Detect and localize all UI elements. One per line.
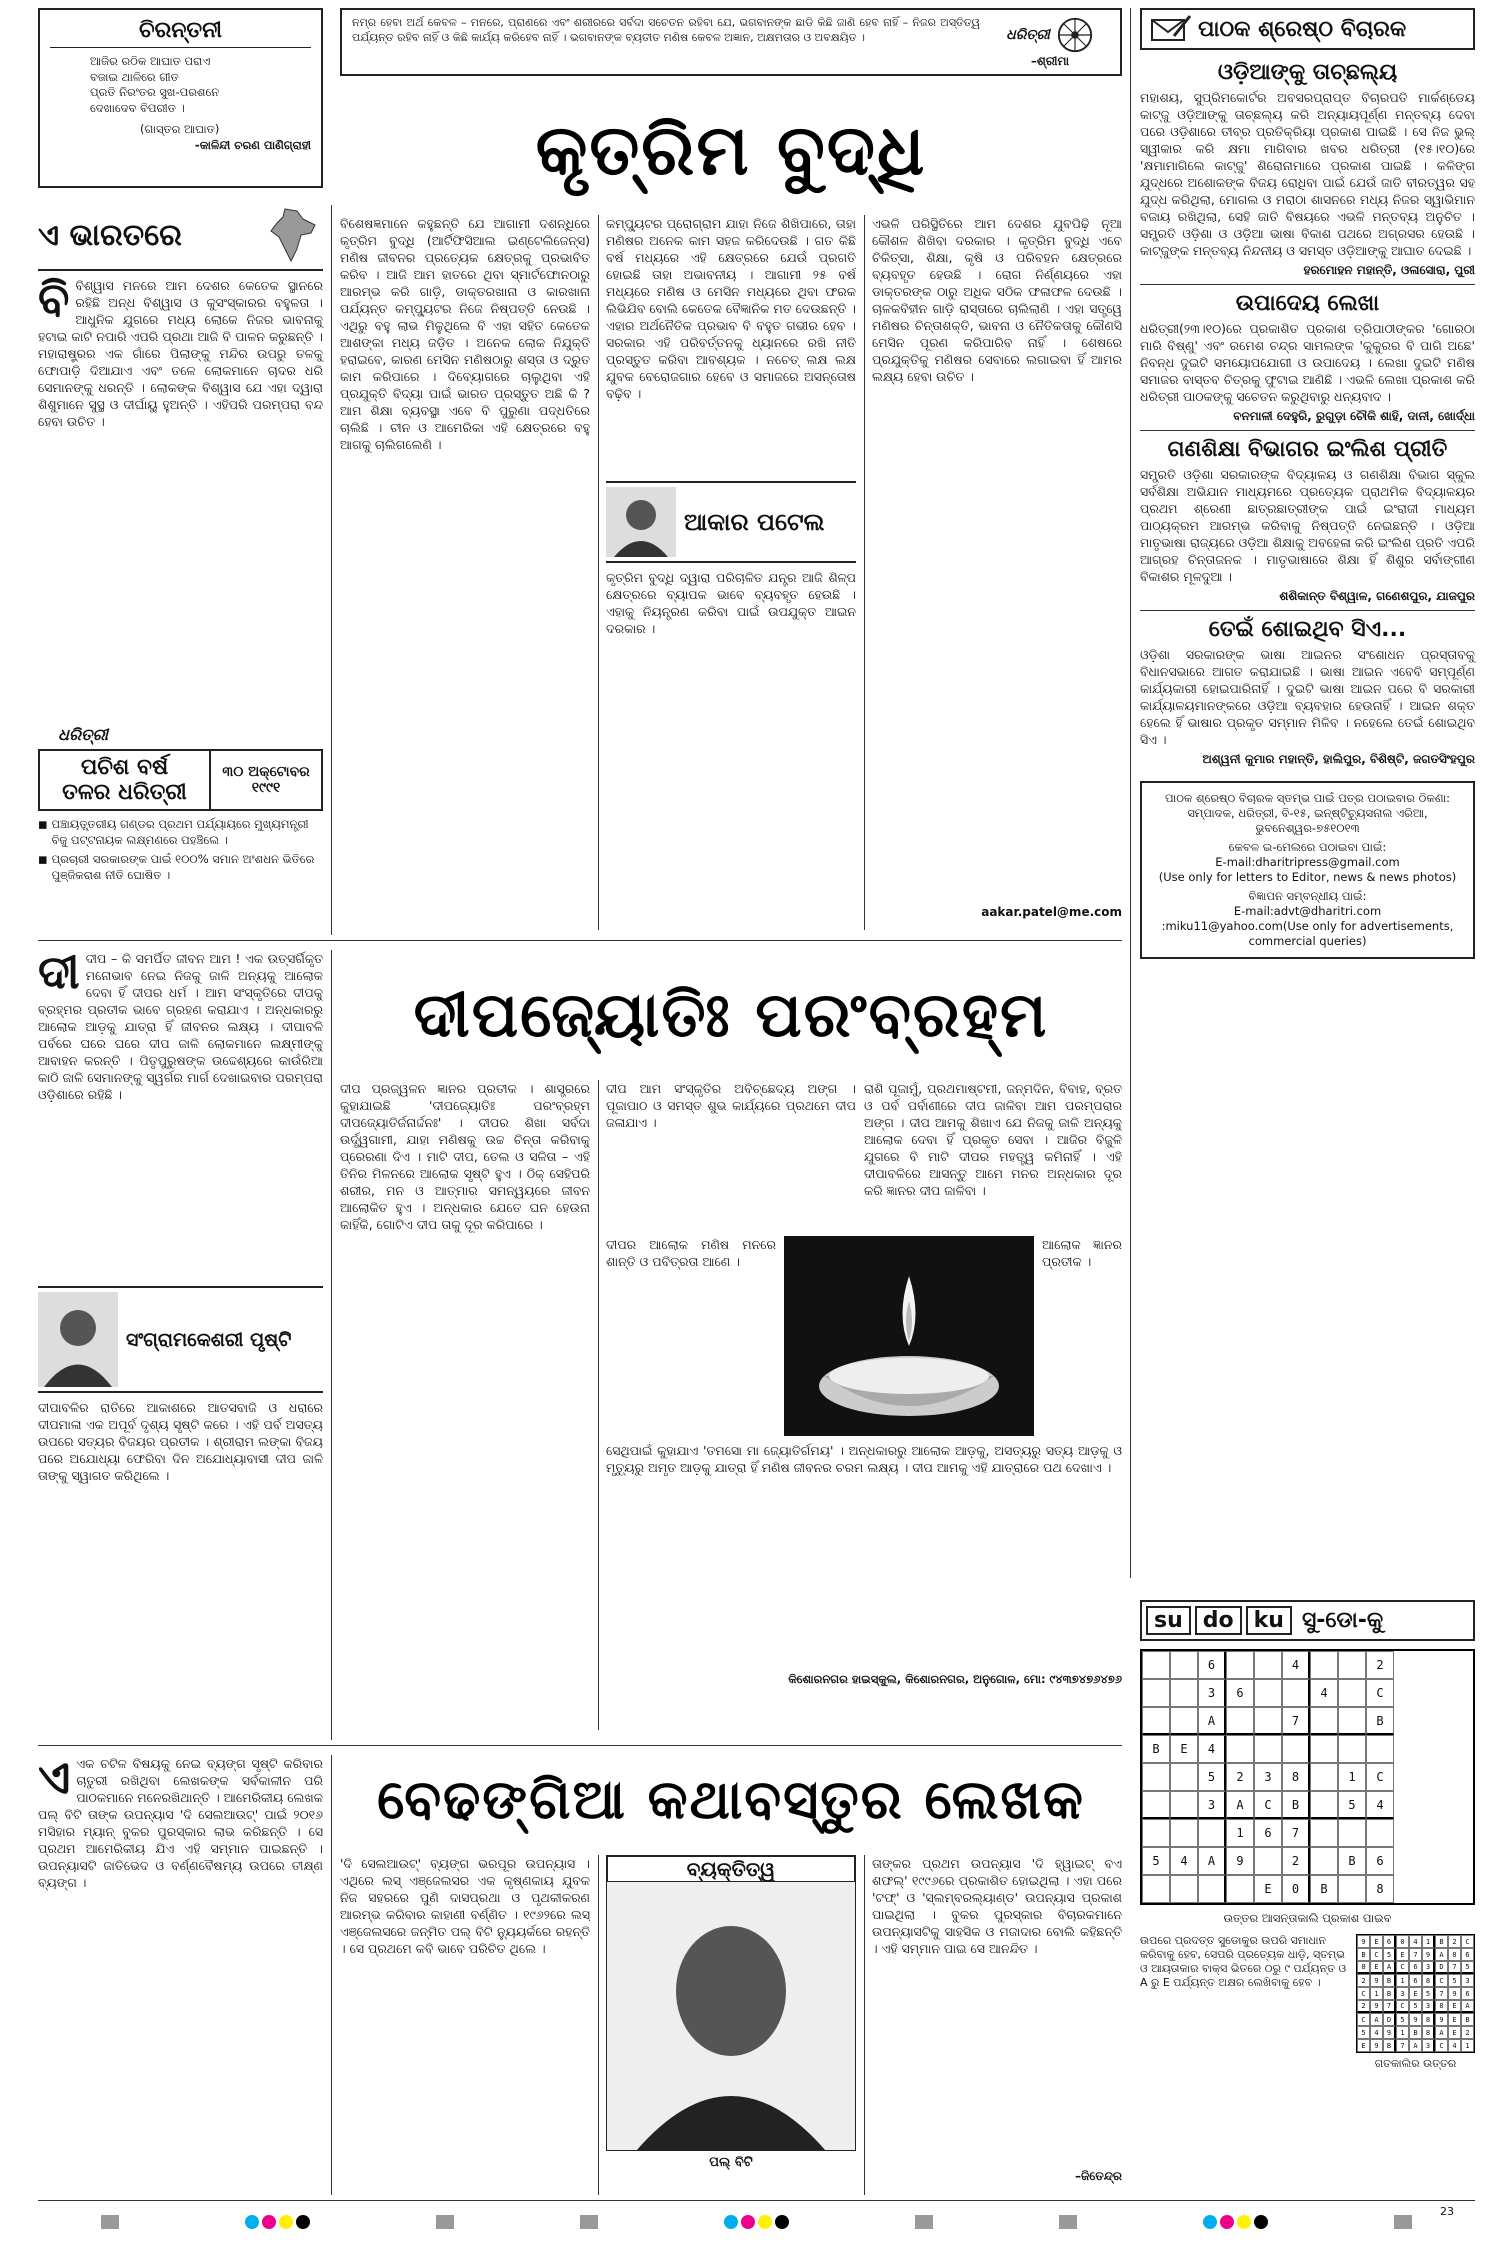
krutrim-author: ଆକାର ପଟେଲ	[684, 508, 825, 536]
sudoku-answer-cell: 6	[1461, 1948, 1474, 1961]
author-block	[606, 481, 856, 563]
paul-beatty-portrait-image	[606, 1881, 856, 2151]
a-bharat-title: ଏ ଭାରତରେ	[38, 217, 182, 253]
a-bharat-body: ବିଶ୍ୱାସ ମନରେ ଆମ ଦେଶର କେତେକ ସ୍ଥାନରେ ରହିଛି ଅନ୍ଧ ବିଶ୍ୱାସ ଓ କୁସଂସ୍କାରର ବହୁଳତା । ଆଧୁନିକ ଯୁଗରେ ମଧ୍ୟ ଲୋକେ ନିଜର ଭାବନାକୁ ହଟାଇ କାଟି ନପାରି ଏପରି ପ୍ରଥା ଆଜି ବି ପାଳନ କରୁଛନ୍ତି । ମହାରାଷ୍ଟ୍ରର ଏକ ଗାଁରେ ପିଲାଙ୍କୁ ମନ୍ଦିର ଉପରୁ ତଳକୁ ଫୋପାଡ଼ି ଦିଆଯାଏ ଏବଂ ତଳେ ଲୋକମାନେ ଚାଦର ଧରି ସେମାନଙ୍କୁ ଧରନ୍ତି । ଲୋକଙ୍କ ବିଶ୍ୱାସ ଯେ ଏହା ଦ୍ୱାରା ଶିଶୁମାନେ ସୁସ୍ଥ ଓ ଦୀର୍ଘାୟୁ ହୁଅନ୍ତି । ଏହିପରି ପରମ୍ପରା ବନ୍ଦ ହେବା ଉଚିତ ।	[38, 278, 323, 429]
sudoku-cell[interactable]	[1338, 1679, 1366, 1707]
sudoku-cell[interactable]	[1170, 1679, 1198, 1707]
yellow-swatch	[758, 2215, 772, 2229]
sudoku-answer-cell: 2	[1461, 2026, 1474, 2039]
sudoku-cell[interactable]: 4	[1366, 1791, 1394, 1819]
contact-intro: ପାଠକ ଶ୍ରେଷ୍ଠ ବିଚାରକ ସ୍ତମ୍ଭ ପାଇଁ ପତ୍ର ପଠାଇବାର ଠିକଣା: ସମ୍ପାଦକ, ଧରିତ୍ରୀ, ବି-୧୫, ଇନ୍‌ଷ୍ଟିଚ୍ୟୁସନାଲ ଏରିଆ, ଭୁବନେଶ୍ୱର-୭୫୧୦୧୩	[1164, 791, 1451, 835]
gray-swatch	[436, 2215, 454, 2229]
sudoku-answer-cell: 1	[1396, 1974, 1409, 1987]
sudoku-answer-cell: 9	[1383, 2026, 1396, 2039]
sudoku-cell[interactable]	[1282, 1679, 1310, 1707]
sudoku-answer-cell: E	[1448, 2013, 1461, 2026]
sudoku-cell[interactable]	[1142, 1875, 1170, 1903]
top-quote-text: ନମ୍ର ହେବା ଅର୍ଥ କେବଳ – ମନରେ, ପ୍ରାଣରେ ଏବଂ ଶରୀରରେ ସର୍ବଦା ସଚେତନ ରହିବା ଯେ, ଭଗବାନଙ୍କ ଛାଡି କିଛି ଜାଣି ହେବ ନାହିଁ – ନିଜର ଅସ୍ତିତ୍ୱ ପର୍ଯ୍ୟନ୍ତ ରହିବ ନାହିଁ ଓ କିଛି କାର୍ଯ୍ୟ କରିହେବ ନାହିଁ । ଭଗବାନଙ୍କ ବ୍ୟତୀତ ମଣିଷ କେବଳ ଅଜ୍ଞାନ, ଅକ୍ଷମତାର ଓ ଅବକ୍ଷୟିତ ।	[352, 16, 980, 44]
sudoku-answer-cell: E	[1370, 1935, 1383, 1948]
deepa-col-2: ଦୀପ ପ୍ରଜ୍ୱଳନ ଜ୍ଞାନର ପ୍ରତୀକ । ଶାସ୍ତ୍ରରେ କୁହାଯାଇଛି 'ଦୀପଜ୍ୟୋତିଃ ପରଂବ୍ରହ୍ମ ଦୀପଜ୍ୟୋତିର୍ଜନାର୍ଦ୍ଦନଃ' । ଦୀପର ଶିଖା ସର୍ବଦା ଉର୍ଦ୍ଧ୍ୱଗାମୀ, ଯାହା ମଣିଷକୁ ଉଚ୍ଚ ଚିନ୍ତା କରିବାକୁ ପ୍ରେରଣା ଦିଏ । ମାଟି ଦୀପ, ତେଲ ଓ ସଳିତା – ଏହି ତିନିର ମିଳନରେ ଆଲୋକ ସୃଷ୍ଟି ହୁଏ । ଠିକ୍ ସେହିପରି ଶରୀର, ମନ ଓ ଆତ୍ମାର ସମନ୍ୱୟରେ ଜୀବନ ଆଲୋକିତ ହୁଏ । ଅନ୍ଧକାର ଯେତେ ଘନ ହେଉନା କାହିଁକି, ଗୋଟିଏ ଦୀପ ତାକୁ ଦୂର କରିପାରେ ।	[340, 1081, 590, 1232]
sudoku-cell[interactable]	[1170, 1651, 1198, 1679]
sudoku-answer-cell: E	[1448, 2000, 1461, 2013]
sudoku-cell[interactable]: B	[1338, 1847, 1366, 1875]
sudoku-answer-cell: B	[1435, 1935, 1448, 1948]
sudoku-cell[interactable]: 8	[1366, 1875, 1394, 1903]
sudoku-answer-cell: 7	[1383, 2000, 1396, 2013]
letter-4-author: ଅଶ୍ୱନୀ କୁମାର ମହାନ୍ତି, ହାଲିପୁର, ବିଶିଷ୍ଟି, ଜଗତସିଂହପୁର	[1202, 752, 1475, 766]
krutrim-email: aakar.patel@me.com	[981, 905, 1122, 919]
sudoku-answer-cell: 1	[1396, 2026, 1409, 2039]
sudoku-answer-cell: C	[1357, 1987, 1370, 2000]
sudoku-answer-cell: 8	[1448, 1948, 1461, 1961]
sudoku-answer-cell: B	[1383, 1987, 1396, 2000]
yellow-swatch	[279, 2215, 293, 2229]
sudoku-answer-cell: 7	[1448, 1961, 1461, 1974]
krutrim-col-1: ବିଶେଷଜ୍ଞମାନେ କହୁଛନ୍ତି ଯେ ଆଗାମୀ ଦଶନ୍ଧିରେ କୃତ୍ରିମ ବୁଦ୍ଧି (ଆର୍ଟିଫିସିଆଲ ଇଣ୍ଟେଲିଜେନ୍ସ) ମଣିଷ ଜୀବନର ପ୍ରତ୍ୟେକ କ୍ଷେତ୍ରକୁ ପ୍ରଭାବିତ କରିବ । ଆଜି ଆମ ହାତରେ ଥିବା ସ୍ମାର୍ଟଫୋନଠାରୁ ଆରମ୍ଭ କରି ଗାଡ଼ି, ଡାକ୍ତରଖାନା ଓ କାରଖାନା ପର୍ଯ୍ୟନ୍ତ କମ୍ପ୍ୟୁଟର ନିଜେ ନିଷ୍ପତ୍ତି ନେଉଛି । ଏଥିରୁ ବହୁ ଲାଭ ମିଳୁଥିଲେ ବି ଏହା ସହିତ କେତେକ ଆଶଙ୍କା ମଧ୍ୟ ଜଡ଼ିତ । ଅନେକ ଲୋକ ନିଯୁକ୍ତି ହରାଇବେ, କାରଣ ମେସିନ ମଣିଷଠାରୁ ଶସ୍ତା ଓ ଦ୍ରୁତ କାମ କରିପାରେ । ଦିବ୍ୟୋଗରେ ଚାଲୁଥିବା ଏହି ପ୍ରଯୁକ୍ତି ବିଦ୍ୟା ପାଇଁ ଭାରତ ପ୍ରସ୍ତୁତ ଅଛି କି ? ଆମ ଶିକ୍ଷା ବ୍ୟବସ୍ଥା ଏବେ ବି ପୁରୁଣା ପଦ୍ଧତିରେ ଚାଲିଛି । ଚୀନ ଓ ଆମେରିକା ଏହି କ୍ଷେତ୍ରରେ ବହୁ ଆଗକୁ ଚାଲିଗଲେଣି ।	[340, 216, 590, 452]
sudoku-answer-cell: 5	[1357, 2026, 1370, 2039]
sudoku-answer-cell: 9	[1435, 2013, 1448, 2026]
sudoku-cell[interactable]: 6	[1226, 1679, 1254, 1707]
sudoku-grid	[1140, 1649, 1475, 1905]
sudoku-answer-cell: 4	[1448, 2039, 1461, 2052]
deepa-col-3: ରାଶି ପୂଜାମୁଁ, ପ୍ରଥମାଷ୍ଟମୀ, ଜନ୍ମଦିନ, ବିବାହ, ବ୍ରତ ଓ ପର୍ବ ପର୍ବାଣୀରେ ଦୀପ ଜାଳିବା ଆମ ପରମ୍ପରାର ଅଙ୍ଗ । ଦୀପ ଆମକୁ ଶିଖାଏ ଯେ ନିଜକୁ ଜାଳି ଅନ୍ୟକୁ ଆଲୋକ ଦେବା ହିଁ ପ୍ରକୃତ ସେବା । ଆଜିର ବିଜୁଳି ଯୁଗରେ ବି ମାଟି ଦୀପର ମହତ୍ତ୍ୱ କମିନାହିଁ । ଏହି ଦୀପାବଳିରେ ଆସନ୍ତୁ ଆମେ ମନର ଅନ୍ଧକାର ଦୂର କରି ଜ୍ଞାନର ଦୀପ ଜାଳିବା ।	[864, 1081, 1122, 1198]
sudoku-answer-cell: 9	[1370, 2039, 1383, 2052]
chiranani-line-1: ଆଜିର ରଠିକ ଆଘାତ ପରାଏ	[90, 54, 211, 68]
sudoku-title-or: ସୁ-ଡୋ-କୁ	[1301, 1608, 1384, 1633]
sudoku-cell[interactable]: 6	[1366, 1847, 1394, 1875]
sudoku-answer-cell: B	[1357, 1948, 1370, 1961]
sudoku-cell[interactable]	[1310, 1735, 1338, 1763]
pachis-barsha-section	[38, 725, 323, 940]
cmyk-marks	[1203, 2215, 1268, 2229]
sudoku-answer-cell: 9	[1422, 1948, 1435, 1961]
sudoku-cell[interactable]	[1142, 1707, 1170, 1735]
sudoku-cell[interactable]	[1366, 1735, 1394, 1763]
sudoku-cell[interactable]	[1254, 1679, 1282, 1707]
sudoku-cell[interactable]: B	[1366, 1707, 1394, 1735]
sudoku-answer-cell: A	[1435, 1948, 1448, 1961]
sudoku-cell[interactable]	[1170, 1791, 1198, 1819]
sudoku-answer-cell: 5	[1396, 2013, 1409, 2026]
sudoku-cell[interactable]	[1142, 1651, 1170, 1679]
sudoku-answer-cell: 3	[1422, 1961, 1435, 1974]
sudoku-answer-label: ଉତ୍ତର ଆସନ୍ତାକାଲି ପ୍ରକାଶ ପାଇବ	[1223, 1911, 1392, 1925]
sudoku-cell[interactable]: A	[1226, 1791, 1254, 1819]
sudoku-answer-cell: C	[1357, 2013, 1370, 2026]
magenta-swatch	[741, 2215, 755, 2229]
sudoku-cell[interactable]	[1170, 1819, 1198, 1847]
yellow-swatch	[1237, 2215, 1251, 2229]
letter-2-title: ଉପାଦେୟ ଲେଖା	[1235, 291, 1380, 316]
gray-swatch	[580, 2215, 598, 2229]
sudoku-title-ku: ku	[1246, 1606, 1292, 1635]
sudoku-cell[interactable]: 0	[1282, 1875, 1310, 1903]
gray-swatch	[1394, 2215, 1412, 2229]
sudoku-cell[interactable]	[1310, 1651, 1338, 1679]
sudoku-answer-cell: 3	[1461, 1974, 1474, 1987]
sudoku-answer-cell: C	[1435, 2039, 1448, 2052]
sudoku-cell[interactable]: 6	[1254, 1819, 1282, 1847]
sudoku-answer-cell: 1	[1370, 1987, 1383, 2000]
sudoku-answer-cell: B	[1461, 2013, 1474, 2026]
sudoku-answer-cell: 5	[1448, 1974, 1461, 1987]
sudoku-cell[interactable]: A	[1198, 1707, 1226, 1735]
sudoku-cell[interactable]	[1338, 1819, 1366, 1847]
photo-caption: ପଲ୍ ବିଟି	[709, 2155, 753, 2170]
letter-4-title: ତେଇଁ ଶୋଇଥିବ ସିଏ...	[1208, 617, 1407, 642]
sudoku-cell[interactable]: 1	[1338, 1763, 1366, 1791]
sudoku-cell[interactable]: 4	[1170, 1847, 1198, 1875]
pachis-logo: ଧରିତ୍ରୀ	[58, 725, 108, 744]
bedhangia-headline: ବେଢଙ୍ଗିଆ କଥାବସ୍ତୁର ଲେଖକ	[377, 1768, 1085, 1831]
sudoku-answer-cell: 5	[1409, 2000, 1422, 2013]
sudoku-answer-cell: C	[1435, 1974, 1448, 1987]
sudoku-cell[interactable]: 4	[1310, 1679, 1338, 1707]
india-map-icon	[263, 205, 323, 265]
sudoku-instructions: ଉପରେ ପ୍ରଦତ୍ତ ସୁଡୋକୁର ଉପରି ସମାଧାନ କରିବାକୁ ହେବ, ସେପରି ପ୍ରତ୍ୟେକ ଧାଡ଼ି, ସ୍ତମ୍ଭ ଓ ଆୟତାକାର ବାକ୍ସ ଭିତରେ ୦ରୁ ୯ ପର୍ଯ୍ୟନ୍ତ ଓ A ରୁ E ପର୍ଯ୍ୟନ୍ତ ଅକ୍ଷର ଲେଖିବାକୁ ହେବ ।	[1140, 1934, 1347, 1989]
chiranani-line-3: ପ୍ରତି ନିରଂତର ସୁଖ-ପରଶନେ	[90, 85, 220, 99]
sudoku-cell[interactable]	[1310, 1791, 1338, 1819]
cmyk-marks	[724, 2215, 789, 2229]
contact-email-2[interactable]: E-mail:advt@dharitri.com	[1233, 904, 1382, 918]
sudoku-cell[interactable]	[1310, 1763, 1338, 1791]
sudoku-answer-cell: E	[1448, 2026, 1461, 2039]
bedhangia-col-1: ଏକ ଚଟିଳ ବିଷୟକୁ ନେଇ ବ୍ୟଙ୍ଗ ସୃଷ୍ଟି କରିବାର ଚାତୁରୀ ରଖିଥିବା ଲେଖକଙ୍କ ସର୍ବକାଳୀନ ପରି ପାଠକମାନେ ମନେରଖିଥାନ୍ତି । ଆମେରିକୀୟ ଲେଖକ ପଲ୍ ବିଟି ତାଙ୍କ ଉପନ୍ୟାସ 'ଦି ସେଲଆଉଟ୍' ପାଇଁ ୨୦୧୬ ମସିହାର ମ୍ୟାନ୍ ବୁକର ପୁରସ୍କାର ଲାଭ କରିଛନ୍ତି । ସେ ପ୍ରଥମ ଆମେରିକୀୟ ଯିଏ ଏହି ସମ୍ମାନ ପାଇଛନ୍ତି । ଉପନ୍ୟାସଟି ଜାତିଭେଦ ଓ ବର୍ଣ୍ଣବୈଷମ୍ୟ ଉପରେ ତୀକ୍ଷ୍ଣ ବ୍ୟଙ୍ଗ ।	[38, 1756, 323, 1890]
sudoku-answer-cell: A	[1409, 2039, 1422, 2052]
krutrim-headline: କୃତ୍ରିମ ବୁଦ୍ଧି	[535, 109, 927, 191]
sudoku-title-do: do	[1195, 1606, 1242, 1635]
letter-2-author: ବନମାଳୀ ଦେହୁରି, ରୁଗୁଡ଼ା ଚୌକି ଶାହି, ଦାନୀ, ଖୋର୍ଦ୍ଧା	[1233, 409, 1475, 423]
sudoku-cell[interactable]: 7	[1282, 1819, 1310, 1847]
sudoku-cell[interactable]: E	[1170, 1735, 1198, 1763]
sudoku-answer-cell: E	[1370, 1961, 1383, 1974]
sudoku-cell[interactable]: 4	[1282, 1651, 1310, 1679]
sudoku-answer-cell: C	[1396, 2000, 1409, 2013]
author-portrait-image	[606, 487, 676, 557]
magenta-swatch	[262, 2215, 276, 2229]
letter-4-body: ଓଡ଼ିଶା ସରକାରଙ୍କ ଭାଷା ଆଇନର ସଂଶୋଧନ ପ୍ରସ୍ତାବକୁ ବିଧାନସଭାରେ ଆଗତ କରାଯାଇଛି । ଭାଷା ଆଇନ ଏବେବି ସମ୍ପୂର୍ଣ୍ଣ କାର୍ଯ୍ୟକାରୀ ହୋଇପାରିନାହିଁ । ଦୁଇଟି ଭାଷା ଆଇନ ପରେ ବି ସରକାରୀ କାର୍ଯ୍ୟାଳୟମାନଙ୍କରେ ଓଡ଼ିଆ ବ୍ୟବହାର ହେଉନାହିଁ । ଆଇନ ଶକ୍ତ ହେଲେ ହିଁ ଭାଷାର ପ୍ରକୃତ ସମ୍ମାନ ମିଳିବ । ନହେଲେ ତେଇଁ ଶୋଇଥିବ ସିଏ ।	[1140, 647, 1475, 747]
sudoku-cell[interactable]	[1198, 1875, 1226, 1903]
letter-3-body: ସମ୍ପ୍ରତି ଓଡ଼ିଶା ସରକାରଙ୍କ ବିଦ୍ୟାଳୟ ଓ ଗଣଶିକ୍ଷା ବିଭାଗ ସ୍କୁଲ ସର୍ବଶିକ୍ଷା ଅଭିଯାନ ମାଧ୍ୟମରେ ପ୍ରତ୍ୟେକ ପ୍ରାଥମିକ ବିଦ୍ୟାଳୟର ପ୍ରଥମ ଶ୍ରେଣୀ ଛାତ୍ରଛାତ୍ରୀଙ୍କ ପାଇଁ ଇଂରାଜୀ ମାଧ୍ୟମ ପାଠ୍ୟକ୍ରମ ଆରମ୍ଭ କରିବାକୁ ନିଷ୍ପତ୍ତି ନେଇଛନ୍ତି । ଓଡ଼ିଆ ମାତୃଭାଷା ରାଜ୍ୟରେ ଓଡ଼ିଆ ଶିକ୍ଷାକୁ ଅବହେଳା କରି ଇଂଲିଶ ପ୍ରତି ଏପରି ଆଗ୍ରହ ଚିନ୍ତାଜନକ । ମାତୃଭାଷାରେ ଶିକ୍ଷା ହିଁ ଶିଶୁର ସର୍ବାଙ୍ଗୀଣ ବିକାଶର ମୂଳଦୁଆ ।	[1140, 467, 1475, 584]
sudoku-answer-cell: 1	[1422, 1935, 1435, 1948]
sudoku-cell[interactable]	[1338, 1707, 1366, 1735]
sudoku-answer-cell: B	[1409, 2026, 1422, 2039]
black-swatch	[1254, 2215, 1268, 2229]
sudoku-cell[interactable]	[1254, 1651, 1282, 1679]
sudoku-cell[interactable]	[1310, 1707, 1338, 1735]
krutrim-col-3: ଏଭଳି ପରିସ୍ଥିତିରେ ଆମ ଦେଶର ଯୁବପିଢ଼ି ନୂଆ କୌଶଳ ଶିଖିବା ଦରକାର । କୃତ୍ରିମ ବୁଦ୍ଧି ଏବେ ଚିକିତ୍ସା, ଶିକ୍ଷା, କୃଷି ଓ ପରିବହନ କ୍ଷେତ୍ରରେ ବ୍ୟବହୃତ ହେଉଛି । ରୋଗ ନିର୍ଣ୍ଣୟରେ ଏହା ଡାକ୍ତରଙ୍କ ଠାରୁ ଅଧିକ ସଠିକ ଫଳାଫଳ ଦେଉଛି । ଚାଳକବିହୀନ ଗାଡ଼ି ରାସ୍ତାରେ ଚାଲିଲାଣି । ଏହା ସତ୍ତ୍ୱେ ମଣିଷର ଚିନ୍ତାଶକ୍ତି, ଭାବନା ଓ ନୈତିକତାକୁ କୌଣସି ମେସିନ ପୂରଣ କରିପାରିବ ନାହିଁ । ଶେଷରେ ପ୍ରଯୁକ୍ତିକୁ ମଣିଷର ସେବାରେ ଲଗାଇବା ହିଁ ଆମର ଲକ୍ଷ୍ୟ ହେବା ଉଚିତ ।	[872, 216, 1122, 384]
sudoku-prev-answer-label: ଗତକାଲିର ଉତ୍ତର	[1374, 2057, 1457, 2070]
sudoku-cell[interactable]	[1170, 1707, 1198, 1735]
sudoku-answer-cell: 4	[1409, 1935, 1422, 1948]
sudoku-answer-cell: 9	[1370, 2000, 1383, 2013]
sudoku-cell[interactable]	[1338, 1651, 1366, 1679]
sudoku-cell[interactable]: 9	[1226, 1847, 1254, 1875]
sudoku-answer-cell: D	[1435, 1961, 1448, 1974]
bullet-icon: ◼	[38, 817, 48, 831]
sudoku-answer-cell: 6	[1461, 1987, 1474, 2000]
sudoku-answer-cell: 9	[1409, 2013, 1422, 2026]
contact-email-label: କେବଳ ଇ-ମେଲରେ ପଠାଇବା ପାଇଁ:	[1228, 840, 1387, 854]
contact-email-1[interactable]: E-mail:dharitripress@gmail.com	[1215, 855, 1400, 869]
sudoku-cell[interactable]: 5	[1198, 1763, 1226, 1791]
sudoku-cell[interactable]: 5	[1338, 1791, 1366, 1819]
cyan-swatch	[724, 2215, 738, 2229]
sudoku-cell[interactable]	[1170, 1763, 1198, 1791]
sudoku-cell[interactable]	[1170, 1875, 1198, 1903]
sudoku-answer-cell: 5	[1422, 1987, 1435, 2000]
gray-swatch	[1059, 2215, 1077, 2229]
sudoku-answer-cell: A	[1370, 2013, 1383, 2026]
sudoku-answer-cell: 6	[1409, 1961, 1422, 1974]
byaktitwa-label: ବ୍ୟକ୍ତିତ୍ୱ	[606, 1855, 856, 1881]
sudoku-answer-cell: B	[1383, 2039, 1396, 2052]
pachis-date-line2: ୧୯୯୧	[251, 780, 281, 796]
pachis-title-line2: ତଳର ଧରିତ୍ରୀ	[62, 780, 187, 805]
sudoku-cell[interactable]	[1282, 1735, 1310, 1763]
cyan-swatch	[1203, 2215, 1217, 2229]
sudoku-cell[interactable]	[1338, 1875, 1366, 1903]
sudoku-answer-cell: 8	[1422, 1974, 1435, 1987]
deepa-address: କିଶୋରନଗର ହାଇସ୍କୁଲ, କିଶୋରନଗର, ଅନୁଗୋଳ, ମୋ: ୯୪୩୭୪୭୬୪୭୬	[788, 1672, 1122, 1686]
pachis-item-1: ପଞ୍ଚାୟତ୍ସ୍ତରୀୟ ଗଣ୍ଡର ପ୍ରଥମ ପର୍ଯ୍ୟାୟରେ ମୁଖ୍ୟମନ୍ତ୍ରୀ ବିଜୁ ପଟ୍ଟନାୟକ ଲକ୍ଷ୍ମଣରେ ପହଞ୍ଚିଲେ ।	[51, 817, 309, 847]
diya-lamp-image	[784, 1236, 1034, 1436]
sudoku-answer-cell: E	[1409, 1987, 1422, 2000]
deepa-col-1: ଦୀପ – କି ସମର୍ପିତ ଜୀବନ ଆମ ! ଏକ ଉତ୍ସର୍ଗିକୃତ ମନୋଭାବ ନେଇ ନିଜକୁ ଜାଳି ଅନ୍ୟକୁ ଆଲୋକ ଦେବା ହିଁ ଦୀପର ଧର୍ମ । ଆମ ସଂସ୍କୃତିରେ ଦୀପକୁ ବ୍ରହ୍ମର ପ୍ରତୀକ ଭାବେ ଗ୍ରହଣ କରାଯାଏ । ଅନ୍ଧକାରରୁ ଆଲୋକ ଆଡ଼କୁ ଯାତ୍ରା ହିଁ ଜୀବନର ଲକ୍ଷ୍ୟ । ଦୀପାବଳି ପର୍ବରେ ଘରେ ଘରେ ଦୀପ ଜାଳି ଲୋକମାନେ ଲକ୍ଷ୍ମୀଙ୍କୁ ଆବାହନ କରନ୍ତି । ପିତୃପୁରୁଷଙ୍କ ଉଦ୍ଦେଶ୍ୟରେ କାଉଁରିଆ କାଠି ଜାଳି ସେମାନଙ୍କୁ ସ୍ୱର୍ଗର ମାର୍ଗ ଦେଖାଇବାର ପରମ୍ପରା ଓଡ଼ିଶାରେ ରହିଛି ।	[38, 951, 323, 1102]
sudoku-answer-cell: 4	[1370, 2026, 1383, 2039]
sudoku-cell[interactable]: E	[1254, 1875, 1282, 1903]
black-swatch	[296, 2215, 310, 2229]
sudoku-cell[interactable]: C	[1366, 1679, 1394, 1707]
sudoku-cell[interactable]: 8	[1282, 1763, 1310, 1791]
cmyk-marks	[245, 2215, 310, 2229]
sudoku-answer-cell: 1	[1461, 2039, 1474, 2052]
sudoku-cell[interactable]: 3	[1254, 1763, 1282, 1791]
sudoku-cell[interactable]: A	[1198, 1847, 1226, 1875]
letter-3-author: ଶଶିକାନ୍ତ ବିଶ୍ୱାଳ, ଗଣେଶପୁର, ଯାଜପୁର	[1279, 589, 1475, 603]
sudoku-answer-cell: A	[1383, 1961, 1396, 1974]
sudoku-answer-cell: 7	[1396, 2039, 1409, 2052]
cyan-swatch	[245, 2215, 259, 2229]
sudoku-cell[interactable]	[1310, 1819, 1338, 1847]
sudoku-answer-cell: A	[1461, 2000, 1474, 2013]
pathak-header: ପାଠକ ଶ୍ରେଷ୍ଠ ବିଚାରକ	[1198, 16, 1407, 42]
sudoku-answer-cell: E	[1396, 1948, 1409, 1961]
chiranani-line-4: ଦେଖାଦେବ ବିପରୀତ ।	[90, 100, 185, 115]
sudoku-section	[1140, 1600, 1475, 2200]
sudoku-cell[interactable]: 3	[1198, 1679, 1226, 1707]
sudoku-answer-cell: C	[1370, 1948, 1383, 1961]
bedhangia-col-2: 'ଦି ସେଲଆଉଟ୍' ବ୍ୟଙ୍ଗ ଭରପୂର ଉପନ୍ୟାସ । ଏଥିରେ ଲସ୍ ଏଞ୍ଜେଲସର ଏକ କୃଷ୍ଣକାୟ ଯୁବକ ନିଜ ସହରରେ ପୁଣି ଦାସପ୍ରଥା ଓ ପୃଥକୀକରଣ ଆରମ୍ଭ କରିବାର କାହାଣୀ ବର୍ଣ୍ଣିତ । ୧୯୬୨ରେ ଲସ୍ ଏଞ୍ଜେଲସରେ ଜନ୍ମିତ ପଲ୍ ବିଟି ନ୍ୟୁୟର୍କରେ ରହନ୍ତି । ସେ ପ୍ରଥମେ କବି ଭାବେ ପରିଚିତ ଥିଲେ ।	[340, 1856, 590, 1956]
sudoku-cell[interactable]: B	[1310, 1875, 1338, 1903]
sudoku-cell[interactable]: C	[1254, 1791, 1282, 1819]
letter-1-author: ହରମୋହନ ମହାନ୍ତି, ଓଳାସୋରା, ପୁରୀ	[1303, 263, 1475, 277]
sudoku-cell[interactable]	[1142, 1679, 1170, 1707]
sudoku-answer-cell: 7	[1435, 1987, 1448, 2000]
pen-letter-icon	[1150, 14, 1192, 44]
bedhangia-col-3: ତାଙ୍କର ପ୍ରଥମ ଉପନ୍ୟାସ 'ଦି ହ୍ୱାଇଟ୍ ବଏ ଶଫଲ୍' ୧୯୯୬ରେ ପ୍ରକାଶିତ ହୋଇଥିଲା । ଏହା ପରେ 'ଟଫ୍' ଓ 'ସ୍ଲମ୍ବରଲ୍ୟାଣ୍ଡ' ଉପନ୍ୟାସ ପ୍ରକାଶ ପାଇଥିଲା । ବୁକର ପୁରସ୍କାର ବିଚାରକମାନେ ଉପନ୍ୟାସଟିକୁ ସାହସିକ ଓ ମଜାଦାର ବୋଲି କହିଛନ୍ତି । ଏହି ସମ୍ମାନ ପାଇ ସେ ଆନନ୍ଦିତ ।	[872, 1856, 1122, 1956]
pachis-date-line1: ୩୦ ଅକ୍ଟୋବର	[222, 764, 310, 780]
krutrim-col-2: କମ୍ପ୍ୟୁଟର ପ୍ରୋଗ୍ରାମ ଯାହା ନିଜେ ଶିଖିପାରେ, ତାହା ମଣିଷର ଅନେକ କାମ ସହଜ କରିଦେଉଛି । ଗତ କିଛି ବର୍ଷ ମଧ୍ୟରେ ଏହି କ୍ଷେତ୍ରରେ ଯେଉଁ ପ୍ରଗତି ହୋଇଛି ତାହା ଅଭାବନୀୟ । ଆଗାମୀ ୨୫ ବର୍ଷ ମଧ୍ୟରେ ମଣିଷ ଓ ମେସିନ ମଧ୍ୟରେ ଥିବା ଫରକ ଲିଭିଯିବ ବୋଲି କେତେକ ବୈଜ୍ଞାନିକ ମତ ଦେଉଛନ୍ତି । ଏହାର ଅର୍ଥନୈତିକ ପ୍ରଭାବ ବି ବହୁତ ଗଭୀର ହେବ । ସରକାର ଏହି ପରିବର୍ତ୍ତନକୁ ଧ୍ୟାନରେ ରଖି ନୀତି ପ୍ରସ୍ତୁତ କରିବା ଆବଶ୍ୟକ । ନଚେତ୍ ଲକ୍ଷ ଲକ୍ଷ ଯୁବକ ବେରୋଜଗାର ହେବେ ଓ ସମାଜରେ ଅସନ୍ତୋଷ ବଢ଼ିବ ।	[606, 216, 856, 401]
pachis-title-line1: ପଚିଶ ବର୍ଷ	[80, 755, 169, 780]
letter-1-body: ମହାଶୟ, ସୁପ୍ରିମକୋର୍ଟର ଅବସରପ୍ରାପ୍ତ ବିଚାରପତି ମାର୍କଣ୍ଡେୟ କାଟ୍ଜୁ ଓଡ଼ିଆଙ୍କୁ ତାଚ୍ଛଲ୍ୟ କରି ଅନ୍ୟାୟପୂର୍ଣ୍ଣ ମନ୍ତବ୍ୟ ଦେବା ପରେ ଓଡ଼ିଶାରେ ତୀବ୍ର ପ୍ରତିକ୍ରିୟା ପ୍ରକାଶ ପାଇଛି । ସେ ନିଜ ଭୁଲ୍ ସ୍ୱୀକାର କରି କ୍ଷମା ମାଗିବାର ଖବର ଧରିତ୍ରୀ (୧୫।୧୦)ରେ 'କ୍ଷମାମାଗିଲେ କାଟ୍ଜୁ' ଶିରୋନାମାରେ ପ୍ରକାଶ ପାଇଛି । କଳିଙ୍ଗ ଯୁଦ୍ଧରେ ଅଶୋକଙ୍କ ବିଜୟ ରୋଧିବା ପାଇଁ ଯେଉଁ ଜାତି ବୀରତ୍ୱର ସହ ଯୁଦ୍ଧ କରିଥିଲା, ମୋଗଲ ଓ ମରାଠା ଶାସନରେ ମଧ୍ୟ ନିଜର ସ୍ୱାଭିମାନ ବଜାୟ ରଖିଥିଲା, ସେହି ଜାତି ବିଷୟରେ ଏଭଳି ମନ୍ତବ୍ୟ ଅନୁଚିତ । ସମ୍ପ୍ରତି ଓଡ଼ିଶା ଓ ଓଡ଼ିଆ ଭାଷା ବିକାଶ ପଥରେ ଅଗ୍ରସର ହେଉଛି । କାଟ୍ଜୁଙ୍କ ମନ୍ତବ୍ୟ ନିନ୍ଦନୀୟ ଓ ସମସ୍ତ ଓଡ଼ିଆଙ୍କୁ ଆଘାତ ଦେଇଛି ।	[1140, 90, 1475, 258]
sudoku-answer-cell: C	[1461, 1935, 1474, 1948]
magenta-swatch	[1220, 2215, 1234, 2229]
contact-email-2-label: ବିଜ୍ଞାପନ ସମ୍ବନ୍ଧୀୟ ପାଇଁ:	[1248, 889, 1367, 903]
letter-2-body: ଧରିତ୍ରୀ(୨୩।୧୦)ରେ ପ୍ରକାଶିତ ପ୍ରକାଶ ତ୍ରିପାଠୀଙ୍କର 'ଗୋରଠା ମାରି ବିଷ୍ଣୁ' ଏବଂ ରମେଶ ଚନ୍ଦ୍ର ସାମଲଙ୍କ 'କୁକୁରର ବି ପାଗି ଅଛେ' ନିବନ୍ଧ ଦୁଇଟି ସମୟୋପଯୋଗୀ ଓ ଉପାଦେୟ । ଲେଖା ଦୁଇଟି ମଣିଷ ସମାଜର ବାସ୍ତବ ଚିତ୍ରକୁ ଫୁଟାଇ ଆଣିଛି । ଏଭଳି ଲେଖା ପ୍ରକାଶ କରି ଧରିତ୍ରୀ ପାଠକଙ୍କୁ ସଚେତନ କରୁଥିବାରୁ ଧନ୍ୟବାଦ ।	[1140, 321, 1475, 404]
sudoku-cell[interactable]	[1226, 1707, 1254, 1735]
letter-1-title: ଓଡ଼ିଆଙ୍କୁ ତାଚ୍ଛଲ୍ୟ	[1217, 60, 1398, 85]
sudoku-answer-cell: 8	[1422, 2013, 1435, 2026]
sudoku-answer-cell: 3	[1422, 2000, 1435, 2013]
sudoku-cell[interactable]: B	[1142, 1735, 1170, 1763]
top-quote-author: –ଶ୍ରୀମା	[1030, 54, 1070, 68]
sudoku-answer-cell: 3	[1422, 2039, 1435, 2052]
sudoku-answer-cell: C	[1396, 1961, 1409, 1974]
sudoku-cell[interactable]	[1198, 1819, 1226, 1847]
sudoku-cell[interactable]	[1338, 1735, 1366, 1763]
sudoku-answer-cell: 8	[1435, 2000, 1448, 2013]
sudoku-answer-cell: 2	[1448, 1935, 1461, 1948]
top-quote-box	[340, 8, 1122, 76]
contact-email-3[interactable]: :miku11@yahoo.com(Use only for advertisements, commercial queries)	[1161, 919, 1454, 948]
pachis-item-2: ପ୍ରଚାରୀ ସରକାରଙ୍କ ପାଇଁ ୧୦୦% ସମାନ ଅଂଶଧନ ଭିତିରେ ପୁଞ୍ଜିକରାଶ ନୀତି ଘୋଷିତ ।	[51, 852, 315, 882]
chakra-icon	[1056, 16, 1094, 54]
sudoku-cell[interactable]: 2	[1282, 1847, 1310, 1875]
sudoku-cell[interactable]	[1226, 1875, 1254, 1903]
sudoku-cell[interactable]	[1254, 1847, 1282, 1875]
author-portrait-image	[38, 1292, 118, 1387]
sudoku-cell[interactable]	[1254, 1707, 1282, 1735]
chiranani-box	[38, 8, 323, 188]
sudoku-answer-cell: 6	[1409, 1974, 1422, 1987]
gray-swatch	[915, 2215, 933, 2229]
sudoku-cell[interactable]	[1226, 1735, 1254, 1763]
sudoku-answer-cell: 5	[1461, 1961, 1474, 1974]
sudoku-cell[interactable]	[1142, 1791, 1170, 1819]
chiranani-author: -କାଳିନ୍ଦୀ ଚରଣ ପାଣିଗ୍ରାହୀ	[194, 137, 311, 152]
sudoku-cell[interactable]	[1226, 1651, 1254, 1679]
deepa-author: ସଂଗ୍ରାମକେଶରୀ ପୃଷ୍ଟି	[126, 1328, 292, 1351]
sudoku-answer-cell: E	[1357, 2039, 1370, 2052]
chiranani-line-2: ବଜାଇ ଥାଳିରେ ଗୀତ	[90, 69, 179, 84]
sudoku-cell[interactable]	[1366, 1819, 1394, 1847]
sudoku-cell[interactable]: B	[1282, 1791, 1310, 1819]
letter-3-title: ଗଣଶିକ୍ଷା ବିଭାଗର ଇଂଲିଶ ପ୍ରୀତି	[1167, 437, 1448, 462]
bedhangia-author: –ଜିତେନ୍ଦ୍ର	[1074, 2169, 1122, 2183]
sudoku-cell[interactable]: 7	[1282, 1707, 1310, 1735]
sudoku-answer-cell: 7	[1409, 1948, 1422, 1961]
sudoku-answer-cell: 8	[1422, 2026, 1435, 2039]
contact-box	[1140, 781, 1475, 959]
sudoku-cell[interactable]	[1142, 1819, 1170, 1847]
sudoku-prev-answer-grid	[1356, 1934, 1475, 2053]
gray-swatch	[101, 2215, 119, 2229]
sudoku-answer-cell: 9	[1448, 1987, 1461, 2000]
black-swatch	[775, 2215, 789, 2229]
sudoku-answer-cell: B	[1383, 1974, 1396, 1987]
chiranani-title: ଚିରନ୍ତନୀ	[50, 18, 311, 48]
sudoku-cell[interactable]: 3	[1198, 1791, 1226, 1819]
sudoku-cell[interactable]: 2	[1226, 1763, 1254, 1791]
sudoku-answer-cell: 9	[1370, 1974, 1383, 1987]
bullet-icon: ◼	[38, 852, 48, 866]
sudoku-answer-cell: 0	[1396, 1935, 1409, 1948]
sudoku-title-su: su	[1146, 1606, 1191, 1635]
sudoku-answer-cell: 2	[1357, 2000, 1370, 2013]
page-number: 23	[1440, 2205, 1454, 2218]
sudoku-cell[interactable]: 4	[1198, 1735, 1226, 1763]
deepa-headline: ଦୀପଜ୍ୟୋତିଃ ପରଂବ୍ରହ୍ମ	[413, 978, 1049, 1051]
chiranani-source: (ଗାସ୍ତର ଆଘାତ)	[140, 122, 220, 136]
sudoku-cell[interactable]	[1254, 1735, 1282, 1763]
deepa-author-block	[38, 1286, 323, 1393]
sudoku-answer-cell: 9	[1357, 1935, 1370, 1948]
sudoku-cell[interactable]: 1	[1226, 1819, 1254, 1847]
sudoku-answer-cell: 8	[1357, 1961, 1370, 1974]
sudoku-cell[interactable]	[1142, 1763, 1170, 1791]
pathak-section	[1140, 8, 1475, 1578]
contact-email-1-note: (Use only for letters to Editor, news & news photos)	[1158, 870, 1457, 884]
sudoku-answer-cell: 2	[1357, 1974, 1370, 1987]
sudoku-answer-cell: 3	[1396, 1987, 1409, 2000]
sudoku-answer-cell: 6	[1383, 1935, 1396, 1948]
sudoku-cell[interactable]: C	[1366, 1763, 1394, 1791]
sudoku-cell[interactable]: 2	[1366, 1651, 1394, 1679]
sudoku-cell[interactable]: 6	[1198, 1651, 1226, 1679]
sudoku-cell[interactable]: 5	[1142, 1847, 1170, 1875]
sudoku-cell[interactable]	[1310, 1847, 1338, 1875]
a-bharat-section: ଏ ଭାରତରେ ବିବିଶ୍ୱାସ ମନରେ ଆମ ଦେଶର କେତେକ ସ୍ଥାନରେ ରହିଛି ଅନ୍ଧ ବିଶ୍ୱାସ ଓ କୁସଂସ୍କାରର ବହୁଳତା । ଆଧୁନିକ ଯୁଗରେ ମଧ୍ୟ ଲୋକେ ନିଜର ଭାବନାକୁ ହଟାଇ କାଟି ନପାରି ଏପରି ପ୍ରଥା ଆଜି ବି ପାଳନ କରୁଛନ୍ତି । ମହାରାଷ୍ଟ୍ରର ଏକ ଗାଁରେ ପିଲାଙ୍କୁ ମନ୍ଦିର ଉପରୁ ତଳକୁ ଫୋପାଡ଼ି ଦିଆଯାଏ ଏବଂ ତଳେ ଲୋକମାନେ ଚାଦର ଧରି ସେମାନଙ୍କୁ ଧରନ୍ତି । ଲୋକଙ୍କ ବିଶ୍ୱାସ ଯେ ଏହା ଦ୍ୱାରା ଶିଶୁମାନେ ସୁସ୍ଥ ଓ ଦୀର୍ଘାୟୁ ହୁଅନ୍ତି । ଏହିପରି ପରମ୍ପରା ବନ୍ଦ ହେବା ଉଚିତ ।	[38, 205, 323, 710]
sudoku-answer-cell: D	[1383, 2013, 1396, 2026]
sudoku-answer-cell: A	[1435, 2026, 1448, 2039]
registration-marks	[38, 2215, 1475, 2229]
sudoku-answer-cell: 5	[1383, 1948, 1396, 1961]
dharitri-logo: ଧରିତ୍ରୀ	[1006, 27, 1050, 43]
